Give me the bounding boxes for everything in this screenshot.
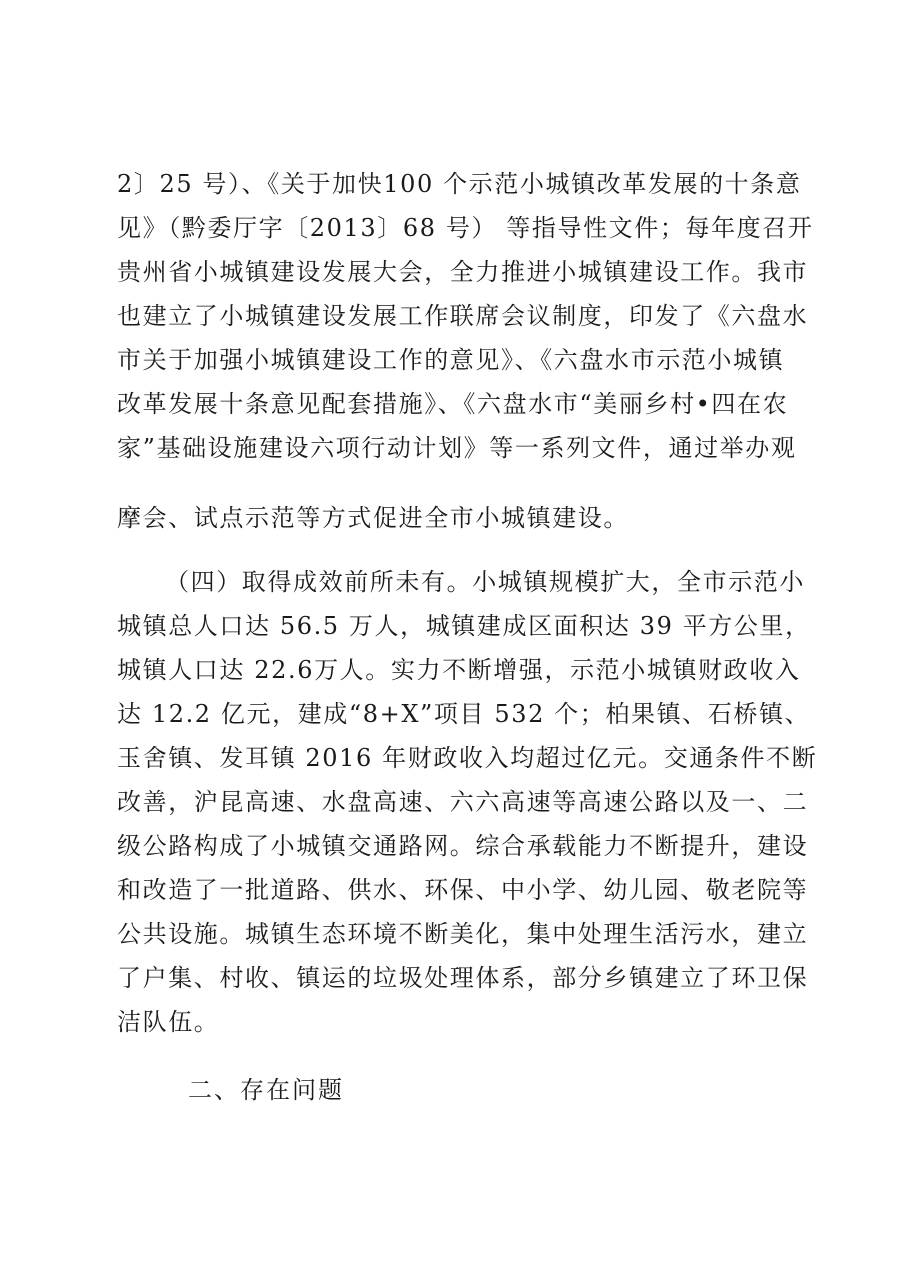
paragraph-2-line: 和改造了一批道路、供水、环保、中小学、幼儿园、敬老院等 bbox=[117, 876, 809, 904]
paragraph-2-line: 公共设施。城镇生态环境不断美化，集中处理生活污水，建立 bbox=[117, 920, 809, 948]
paragraph-2-line: 了户集、村收、镇运的垃圾处理体系，部分乡镇建立了环卫保 bbox=[117, 964, 809, 992]
paragraph-1-line: 2〕25 号）、《关于加快100 个示范小城镇改革发展的十条意 bbox=[117, 170, 802, 198]
paragraph-2-line: 改善，沪昆高速、水盘高速、六六高速等高速公路以及一、二 bbox=[117, 788, 809, 816]
paragraph-1-line: 家”基础设施建设六项行动计划》等一系列文件，通过举办观 bbox=[117, 434, 797, 462]
paragraph-2-line: 城镇总人口达 56.5 万人，城镇建成区面积达 39 平方公里， bbox=[117, 612, 811, 640]
paragraph-1-line: 改革发展十条意见配套措施》、《六盘水市“美丽乡村•四在农 bbox=[117, 390, 789, 418]
paragraph-2-line: 级公路构成了小城镇交通路网。综合承载能力不断提升，建设 bbox=[117, 832, 809, 860]
paragraph-1-line: 见》（黔委厅字〔2013〕68 号） 等指导性文件；每年度召开 bbox=[117, 214, 814, 242]
section-heading: 二、存在问题 bbox=[188, 1076, 344, 1104]
paragraph-2-line: 洁队伍。 bbox=[117, 1008, 220, 1036]
paragraph-1-line: 也建立了小城镇建设发展工作联席会议制度，印发了《六盘水 bbox=[117, 302, 809, 330]
paragraph-2-line: 达 12.2 亿元，建成“8+X”项目 532 个；柏果镇、石桥镇、 bbox=[117, 700, 811, 728]
paragraph-2-line: 玉舍镇、发耳镇 2016 年财政收入均超过亿元。交通条件不断 bbox=[117, 744, 818, 772]
paragraph-1-line: 摩会、试点示范等方式促进全市小城镇建设。 bbox=[117, 504, 629, 532]
paragraph-1-line: 贵州省小城镇建设发展大会，全力推进小城镇建设工作。我市 bbox=[117, 258, 809, 286]
paragraph-2-line: （四）取得成效前所未有。小城镇规模扩大，全市示范小 bbox=[165, 568, 805, 596]
paragraph-1-line: 市关于加强小城镇建设工作的意见》、《六盘水市示范小城镇 bbox=[117, 346, 785, 374]
paragraph-2-line: 城镇人口达 22.6万人。实力不断增强，示范小城镇财政收入 bbox=[117, 656, 801, 684]
